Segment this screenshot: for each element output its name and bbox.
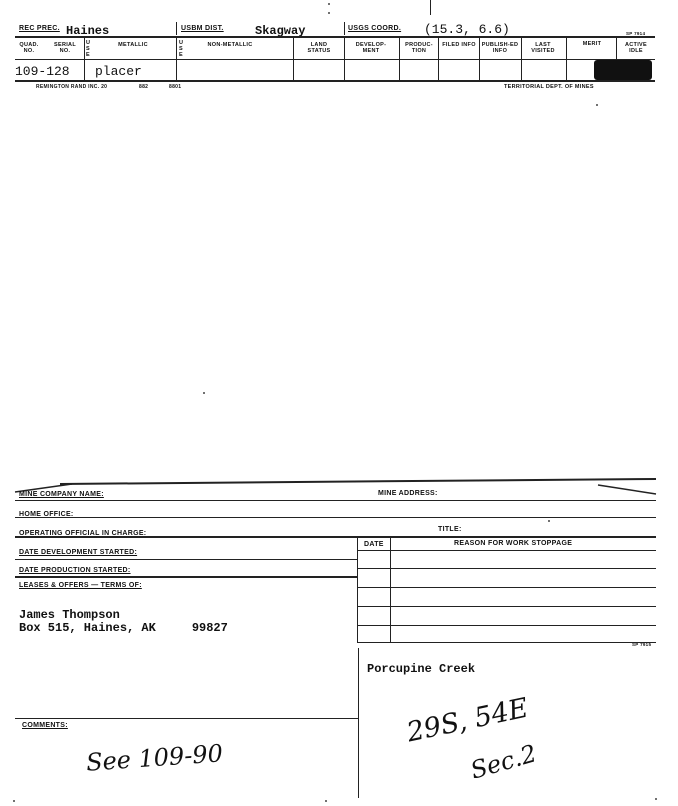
lessee-name: James Thompson (19, 608, 120, 622)
handwritten-coordinates: 29S, 54E (404, 692, 532, 749)
col-active-idle: ACTIVE IDLE (625, 42, 647, 54)
rule-table-row (357, 625, 656, 626)
rule-date-prod (15, 576, 357, 578)
scan-speck (655, 798, 657, 800)
top-footer-code1: 882 (139, 84, 149, 90)
scan-speck (548, 520, 550, 522)
rule-table-row (357, 568, 656, 569)
usgs-coord-value: (15.3, 6.6) (424, 22, 510, 37)
row-rule (15, 80, 655, 82)
col-quad-no: QUAD. NO. (19, 42, 39, 54)
date-production-label: DATE PRODUCTION STARTED: (19, 567, 131, 574)
usbm-dist-label: USBM DIST. (181, 25, 224, 32)
rule-table-row (357, 606, 656, 607)
rule-home-office (15, 517, 656, 518)
redaction-block (594, 60, 652, 80)
rule-company (15, 500, 656, 501)
header-divider-2 (344, 22, 345, 35)
table-date-divider (390, 536, 391, 643)
location-typed: Porcupine Creek (367, 662, 476, 676)
scan-speck (328, 3, 330, 5)
column-header-rule (15, 59, 655, 60)
scan-speck (596, 104, 598, 106)
scan-speck (203, 392, 205, 394)
top-form-number: SP 7914 (626, 31, 646, 36)
date-development-label: DATE DEVELOPMENT STARTED: (19, 549, 138, 556)
top-footer-left: REMINGTON RAND INC. 20 (36, 84, 108, 90)
comments-label: COMMENTS: (22, 722, 68, 729)
reason-column-label: REASON FOR WORK STOPPAGE (454, 540, 573, 547)
quad-serial-value: 109-128 (15, 64, 70, 79)
lower-right-divider (358, 648, 359, 798)
scan-speck (328, 12, 330, 14)
mine-address-label: MINE ADDRESS: (378, 490, 438, 497)
col-land-status: LAND STATUS (307, 42, 331, 54)
header-divider-1 (176, 22, 177, 35)
rule-table-row (357, 587, 656, 588)
rule-date-dev (15, 559, 357, 560)
bottom-form-number: SP 7915 (632, 642, 652, 647)
col-development: DEVELOP-MENT (355, 42, 387, 54)
col-merit: MERIT (582, 41, 602, 47)
leases-offers-label: LEASES & OFFERS — TERMS OF: (19, 582, 142, 589)
usgs-coord-label: USGS COORD. (348, 25, 402, 32)
comment-handwritten: See 109-90 (85, 739, 224, 777)
table-left-border (357, 536, 358, 643)
col-non-metallic: NON-METALLIC (207, 42, 253, 48)
handwritten-section: Sec.2 (467, 739, 540, 785)
rec-prec-label: REC PREC. (19, 25, 60, 32)
title-label: TITLE: (438, 526, 462, 533)
top-footer-right: TERRITORIAL DEPT. OF MINES (504, 84, 594, 90)
col-metallic: METALLIC (118, 42, 148, 48)
home-office-label: HOME OFFICE: (19, 511, 74, 518)
col-last-visited: LAST VISITED (531, 42, 555, 54)
col-filed-info: FILED INFO (442, 42, 476, 48)
scan-speck (13, 800, 15, 802)
rule-comments (15, 718, 358, 719)
date-column-label: DATE (364, 541, 384, 548)
rec-prec-value: Haines (66, 24, 110, 38)
metallic-value: placer (95, 64, 142, 79)
top-tick (430, 0, 431, 15)
col-use-nonmetallic: U S E (179, 40, 184, 58)
rule-official (15, 536, 656, 538)
usbm-dist-value: Skagway (255, 24, 306, 38)
top-footer-code2: 8801 (169, 84, 182, 90)
scan-speck (325, 800, 327, 802)
col-production: PRODUC-TION (405, 42, 433, 54)
rule-table-row (357, 642, 656, 643)
col-use-metallic: U S E (86, 40, 91, 58)
header-rule (15, 36, 655, 38)
operating-official-label: OPERATING OFFICIAL IN CHARGE: (19, 530, 147, 537)
lessee-address: Box 515, Haines, AK 99827 (19, 621, 228, 635)
rule-table-header (357, 550, 656, 551)
col-published-info: PUBLISH-ED INFO (481, 42, 519, 54)
col-serial-no: SERIAL NO. (54, 42, 76, 54)
mine-company-name-label: MINE COMPANY NAME: (19, 491, 104, 498)
